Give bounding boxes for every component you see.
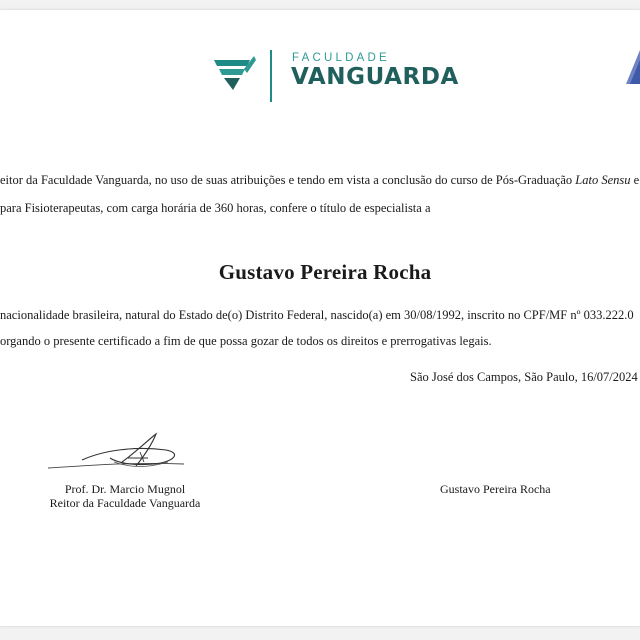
- logo-vanguarda-text: VANGUARDA: [291, 64, 459, 90]
- signatory-title: Reitor da Faculdade Vanguarda: [49, 496, 201, 510]
- body-line-2: para Fisioterapeutas, com carga horária de 360 horas, confere o título de especialista a: [0, 201, 431, 215]
- signatory-name: Prof. Dr. Marcio Mugnol: [64, 482, 186, 496]
- body-line-1: [0, 173, 639, 188]
- body-line-1-end: e: [630, 173, 640, 187]
- corner-triangle-icon: [626, 50, 640, 84]
- certificate-sheet: [0, 10, 640, 626]
- logo-divider: [270, 50, 272, 102]
- body-line-1-text: eitor da Faculdade Vanguarda, no uso de suas atribuições e tendo em vista a conclusão do curso de Pós-Graduação: [0, 173, 576, 187]
- body-line-4: orgando o presente certificado a fim de que possa gozar de todos os direitos e prerrogativas legais.: [0, 334, 492, 348]
- lato-sensu-italic: Lato Sensu: [575, 173, 631, 187]
- body-line-3: nacionalidade brasileira, natural do Estado de(o) Distrito Federal, nascido(a) em 30/08/1992, inscrito no CPF/MF nº 033.222.0: [0, 308, 634, 322]
- place-date: São José dos Campos, São Paulo, 16/07/2024: [410, 370, 638, 384]
- logo-faculdade-text: FACULDADE: [292, 52, 390, 64]
- handwritten-signature: [44, 428, 194, 478]
- vanguarda-logo-icon: [214, 56, 256, 92]
- recipient-name: Gustavo Pereira Rocha: [218, 260, 432, 284]
- graduate-signature-name: Gustavo Pereira Rocha: [440, 482, 551, 496]
